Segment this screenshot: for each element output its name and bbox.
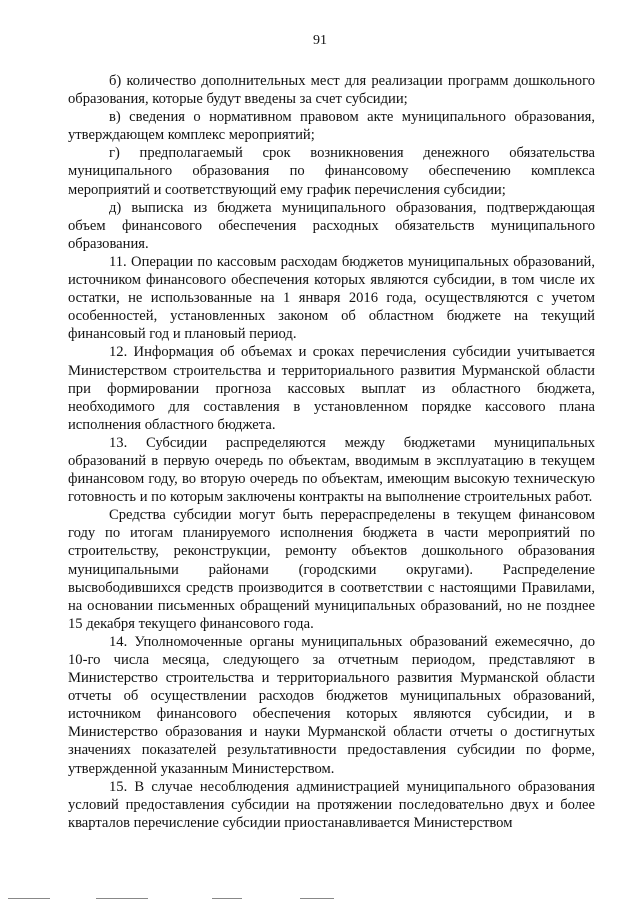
footer-rule <box>300 898 334 899</box>
paragraph-g: г) предполагаемый срок возникновения денежного обязательства муниципального образования по финансовому обеспечению комплекса мероприятий и соответствующий ему график перечисления субсидии; <box>68 145 595 198</box>
paragraph-d: д) выписка из бюджета муниципального образования, подтверждающая объем финансового обеспечения расходных обязательств муниципального образования. <box>68 199 595 252</box>
paragraph-b: б) количество дополнительных мест для реализации программ дошкольного образования, которые будут введены за счет субсидии; <box>68 73 595 108</box>
footer-rule <box>96 898 148 899</box>
paragraph-13-redistribution: Средства субсидии могут быть перераспределены в текущем финансовом году по итогам планируемого исполнения бюджета в части мероприятий по строительству, реконструкции, ремонту объектов дошкольного образования муниципальными районами (городскими округами). Распределение высвободившихся средств производится в соответствии с настоящими Правилами, на основании письменных обращений муниципальных образований, но не позднее 15 декабря текущего финансового года. <box>68 507 595 632</box>
footer-rules <box>0 898 640 902</box>
paragraph-v: в) сведения о нормативном правовом акте муниципального образования, утверждающем комплекс мероприятий; <box>68 109 595 144</box>
paragraph-14: 14. Уполномоченные органы муниципальных образований ежемесячно, до 10-го числа месяца, следующего за отчетным периодом, представляют в Министерство строительства и территориального развития Мурманской области отчеты об осуществлении расходов бюджетов муниципальных образований, источником финансового обеспечения которых являются субсидии, и в Министерство образования и науки Мурманской области отчеты о достигнутых значениях показателей результативности предоставления субсидии по форме, утвержденной указанным Министерством. <box>68 633 595 777</box>
paragraph-15: 15. В случае несоблюдения администрацией муниципального образования условий предоставления субсидии на протяжении последовательно двух и более кварталов перечисление субсидии приостанавливается Министерством <box>68 778 595 831</box>
paragraph-11: 11. Операции по кассовым расходам бюджетов муниципальных образований, источником финансового обеспечения которых являются субсидии, в том числе их остатки, не использованные на 1 января 2016 года, осуществляются с учетом особенностей, установленных законом об областном бюджете на текущий финансовый год и плановый период. <box>68 253 595 343</box>
document-body <box>68 72 595 832</box>
page-number: 91 <box>313 33 327 48</box>
paragraph-12: 12. Информация об объемах и сроках перечисления субсидии учитывается Министерством строительства и территориального развития Мурманской области при формировании прогноза кассовых выплат из областного бюджета, необходимого для составления в установленном порядке кассового плана исполнения областного бюджета. <box>68 344 595 433</box>
footer-rule <box>212 898 242 899</box>
paragraph-13: 13. Субсидии распределяются между бюджетами муниципальных образований в первую очередь по объектам, вводимым в эксплуатацию в текущем финансовом году, во вторую очередь по объектам, имеющим высокую техническую готовность и по которым заключены контракты на выполнение строительных работ. <box>68 434 595 506</box>
footer-rule <box>8 898 50 899</box>
